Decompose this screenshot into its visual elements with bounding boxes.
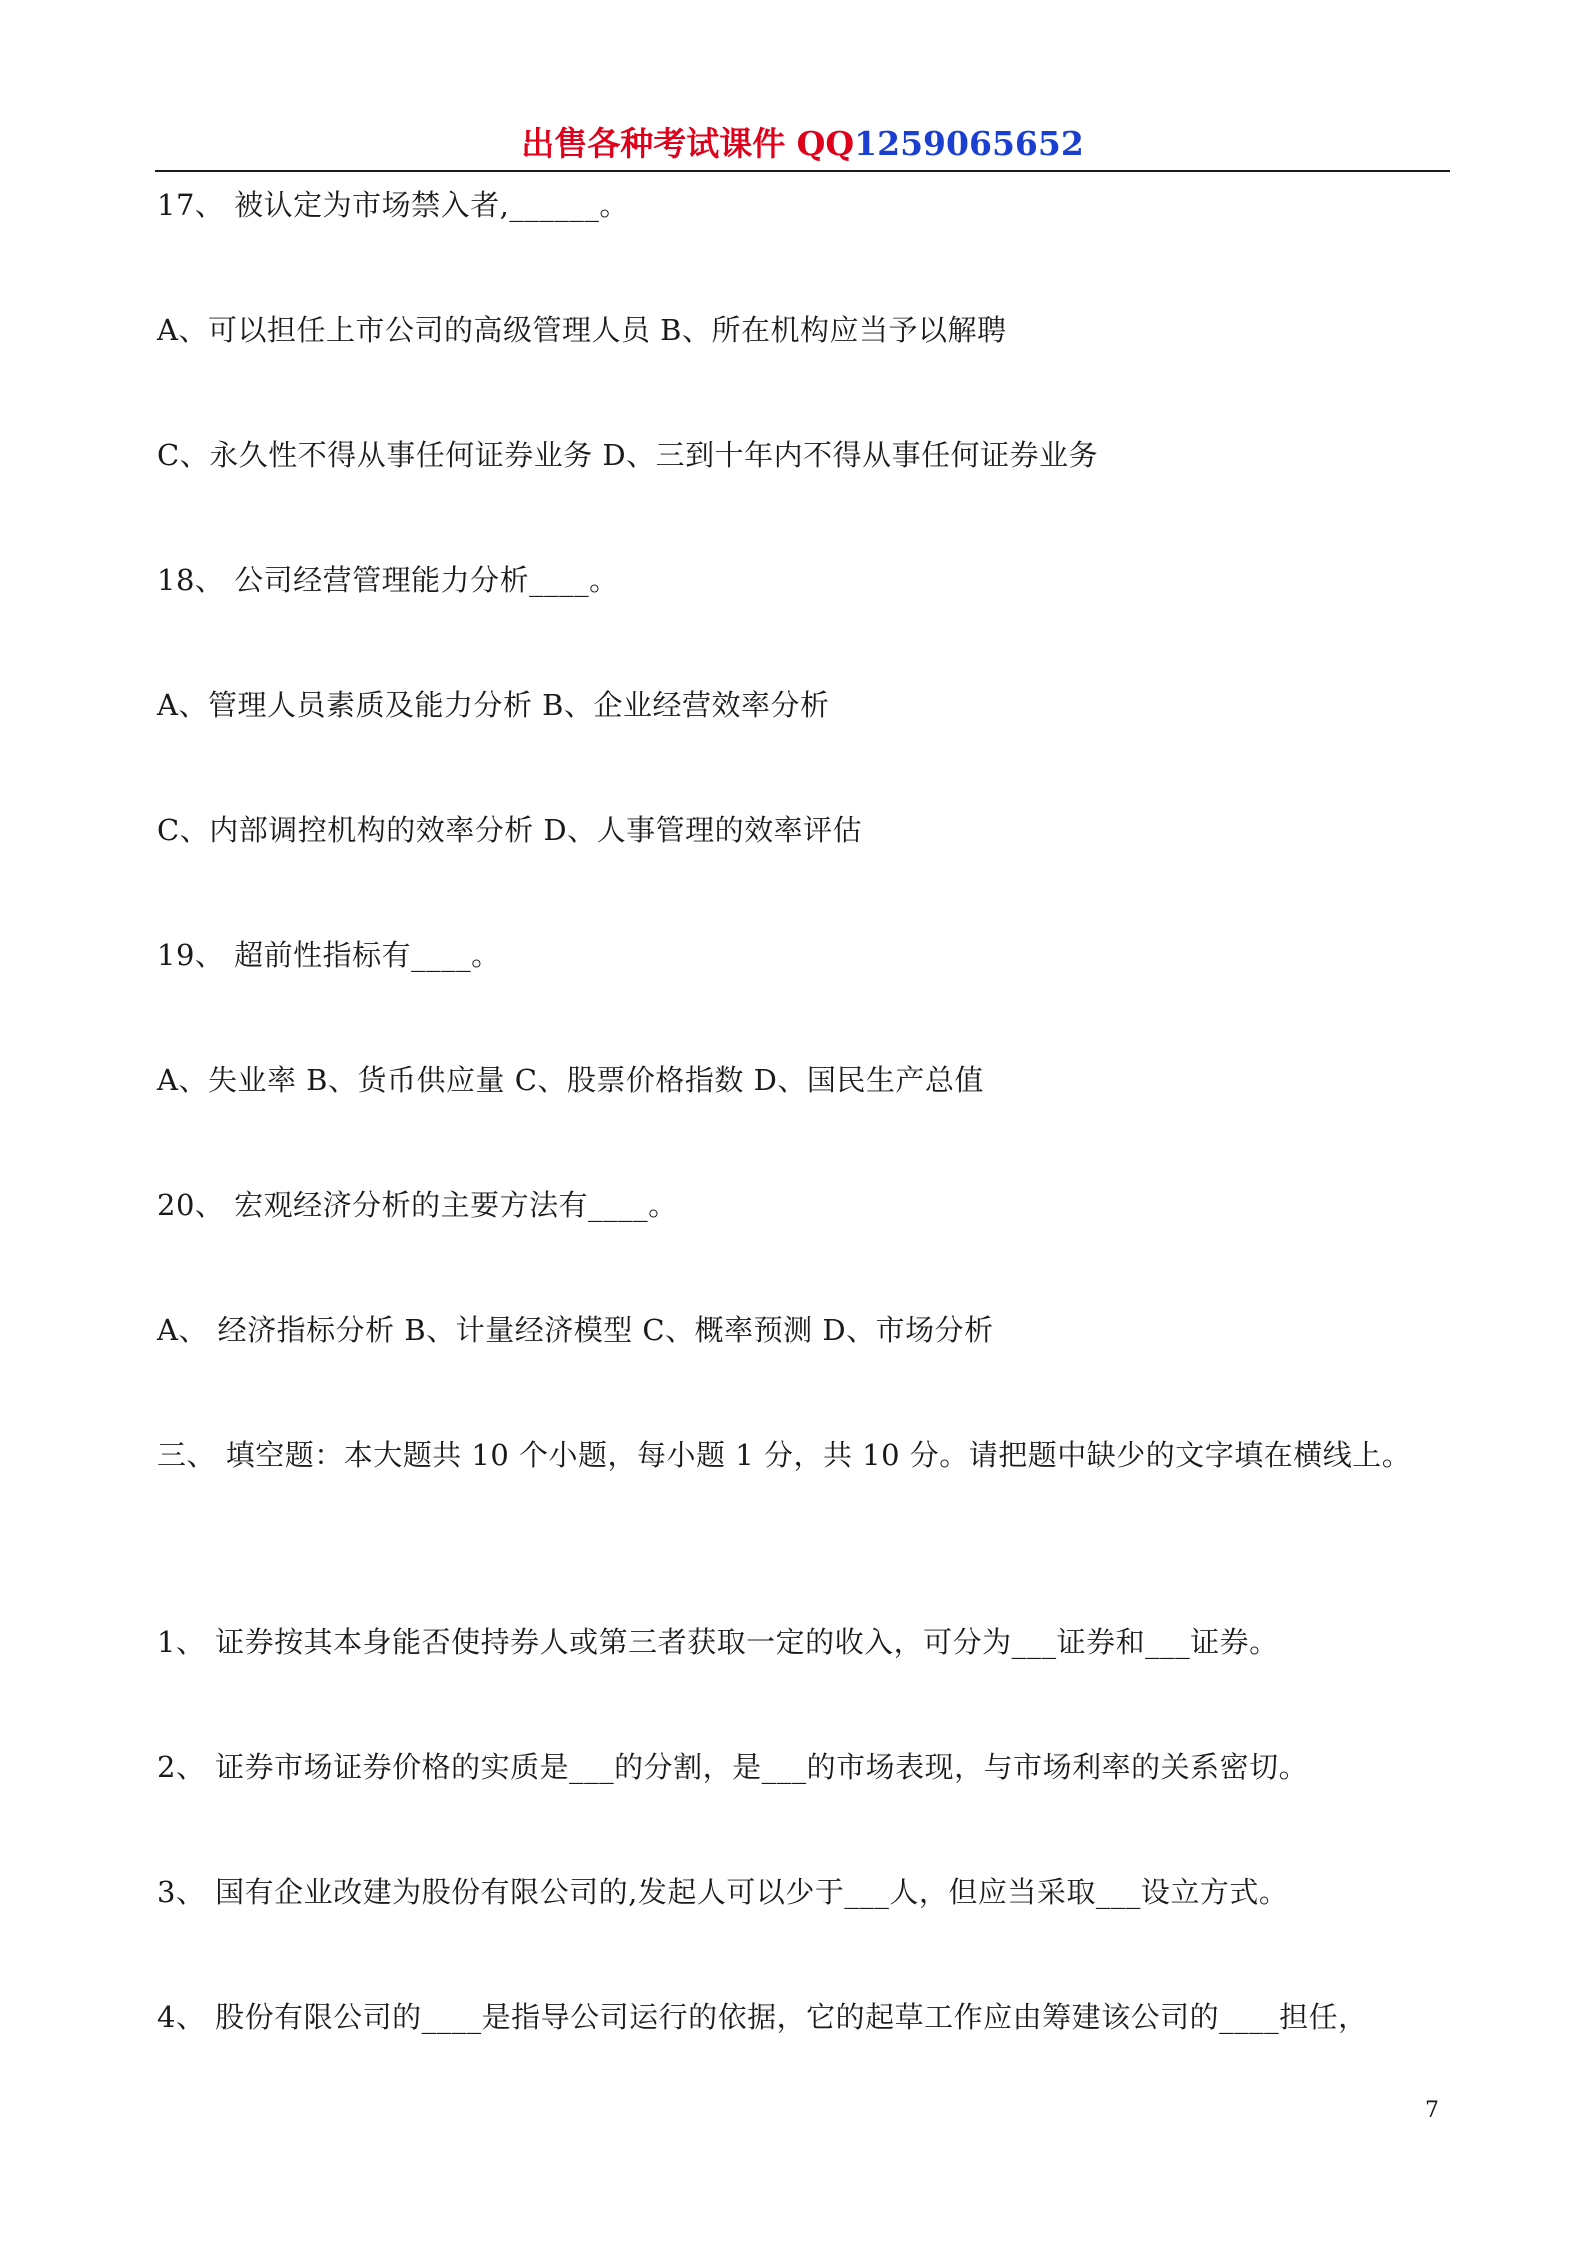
question-20: 20、 宏观经济分析的主要方法有____。 [157, 1188, 678, 1222]
fill-question-4: 4、 股份有限公司的____是指导公司运行的依据，它的起草工作应由筹建该公司的____担任， [157, 2000, 1368, 2034]
page-number: 7 [1425, 2098, 1439, 2123]
header-text-red: 出售各种考试课件 QQ [521, 124, 855, 163]
question-17-options-ab: A、可以担任上市公司的高级管理人员 B、所在机构应当予以解聘 [157, 313, 1007, 347]
question-19-options: A、失业率 B、货币供应量 C、股票价格指数 D、国民生产总值 [157, 1063, 984, 1097]
question-17-options-cd: C、永久性不得从事任何证券业务 D、三到十年内不得从事任何证券业务 [157, 438, 1099, 472]
fill-question-3: 3、 国有企业改建为股份有限公司的,发起人可以少于___人，但应当采取___设立方式。 [157, 1875, 1289, 1909]
fill-question-1: 1、 证券按其本身能否使持券人或第三者获取一定的收入，可分为___证券和___证券。 [157, 1625, 1279, 1659]
fill-question-2: 2、 证券市场证券价格的实质是___的分割，是___的市场表现，与市场利率的关系密切。 [157, 1750, 1309, 1784]
question-20-options: A、 经济指标分析 B、计量经济模型 C、概率预测 D、市场分析 [157, 1313, 994, 1347]
question-19: 19、 超前性指标有____。 [157, 938, 501, 972]
question-18-options-ab: A、管理人员素质及能力分析 B、企业经营效率分析 [157, 688, 830, 722]
question-18-options-cd: C、内部调控机构的效率分析 D、人事管理的效率评估 [157, 813, 863, 847]
header-text-blue: 1259065652 [854, 124, 1084, 163]
question-17: 17、 被认定为市场禁入者,______。 [157, 188, 629, 222]
question-18: 18、 公司经营管理能力分析____。 [157, 563, 619, 597]
page-header [155, 118, 1450, 170]
header-rule [155, 170, 1450, 172]
section-three-heading: 三、 填空题：本大题共 10 个小题，每小题 1 分，共 10 分。请把题中缺少的文字填在横线上。 [157, 1438, 1412, 1472]
